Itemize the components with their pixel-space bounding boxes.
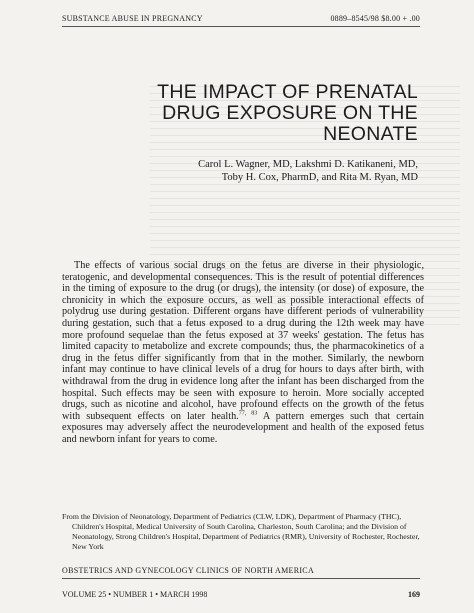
page-number: 169 [408,590,420,599]
article-title [78,82,418,145]
running-title: SUBSTANCE ABUSE IN PREGNANCY [62,14,203,23]
abstract-paragraph [62,260,424,446]
title-line: THE IMPACT OF PRENATAL [157,81,418,103]
author-list [78,158,418,184]
abstract-tail: A pattern emerges such that certain exposures may adversely affect the neurodevelopment and health of the exposed fetus and newborn infant for years to come. [62,410,425,445]
page-footer [62,590,420,599]
reference-superscript: 77, 83 [238,410,258,417]
author-line: Toby H. Cox, PharmD, and Rita M. Ryan, MD [221,172,418,183]
author-line: Carol L. Wagner, MD, Lakshmi D. Katikaneni, MD, [198,159,418,170]
title-line: NEONATE [323,123,418,145]
affiliation-note: From the Division of Neonatology, Department of Pediatrics (CLW, LDK), Department of Pharmacy (THC), Children's Hospital, Medical University of South Carolina, Charleston, South Carolina; and the Division of Neonatology, Strong Children's Hospital, Department of Pediatrics (RMR), University of Rochester, Rochester, New York [62,512,420,551]
running-header [62,14,420,27]
issn-price: 0889–8545/98 $8.00 + .00 [330,14,420,23]
journal-name: OBSTETRICS AND GYNECOLOGY CLINICS OF NORTH AMERICA [62,566,420,579]
title-line: DRUG EXPOSURE ON THE [162,102,418,124]
volume-info: VOLUME 25 • NUMBER 1 • MARCH 1998 [62,590,208,599]
abstract-main: The effects of various social drugs on the fetus are diverse in their physiologic, teratogenic, and developmental consequences. This is the result of potential differences in the timing of exposure to the drug (or drugs), the intensity (or dose) of exposure, the chronicity in which the exposure occurs, as well as possible interactional effects of polydrug use during gestation. Different organs have different periods of vulnerability during gestation, such that a fetus exposed to a drug during the 12th week may have more profound sequelae than the fetus exposed at 37 weeks' gestation. The fetus has limited capacity to metabolize and excrete compounds; thus, the pharmacokinetics of a drug in the fetus differ significantly from that in the mother. Similarly, the newborn infant may continue to have clinical levels of a drug for hours to days after birth, with withdrawal from the drug in evidence long after the infant has been discharged from the hospital. Such effects may be seen with exposure to heroin. More socially accepted drugs, such as nicotine and alcohol, have profound effects on the growth of the fetus with subsequent effects on later health. [62,260,424,422]
